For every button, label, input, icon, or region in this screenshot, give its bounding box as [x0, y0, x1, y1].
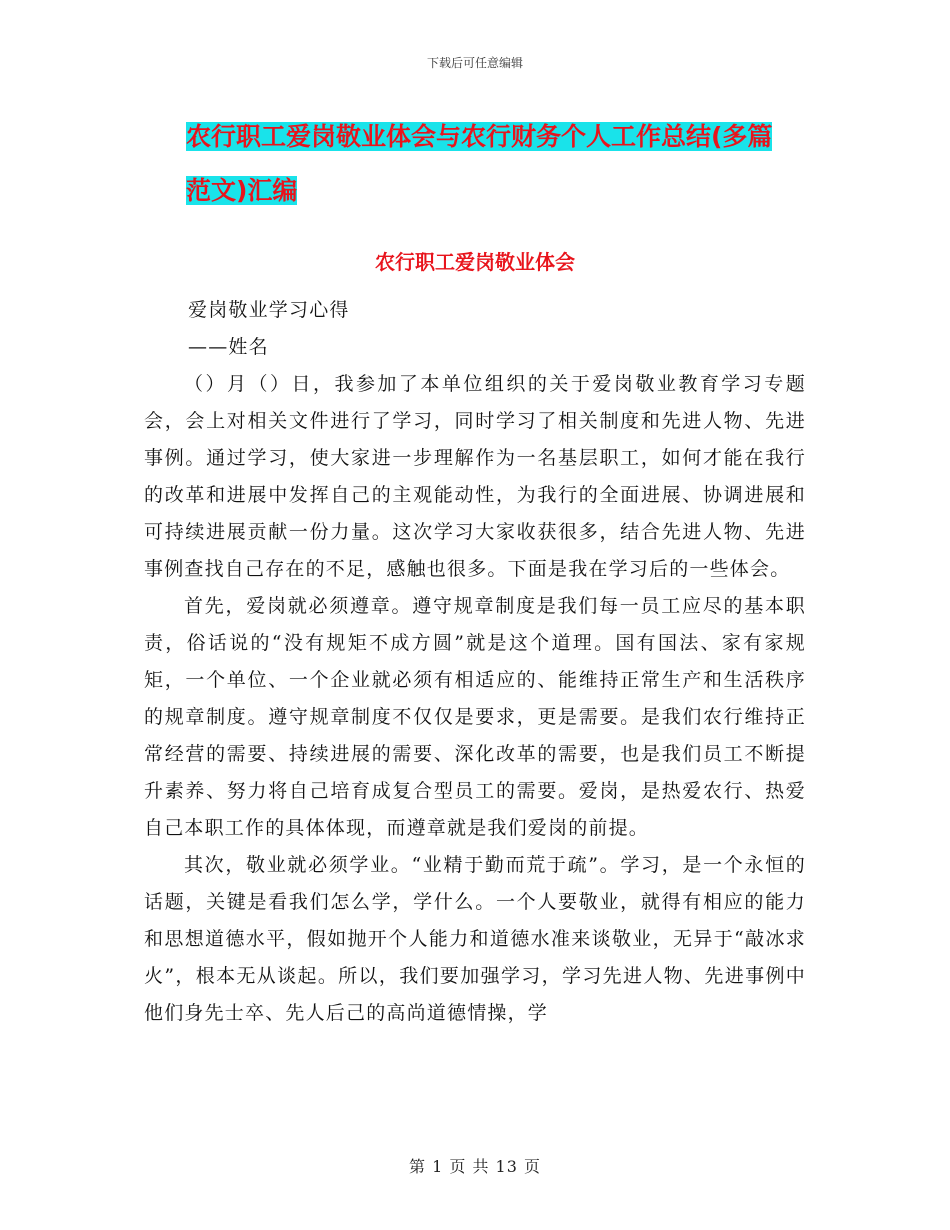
subtitle: 爱岗敬业学习心得 — [188, 299, 350, 321]
title-line-1: 农行职工爱岗敬业体会与农行财务个人工作总结(多篇 — [186, 122, 773, 151]
page-number: 第 1 页 共 13 页 — [409, 1157, 541, 1176]
document-title — [186, 110, 826, 218]
header-note: 下载后可任意编辑 — [426, 56, 523, 70]
paragraph-1: （）月（）日，我参加了本单位组织的关于爱岗敬业教育学习专题会，会上对相关文件进行了学习，同时学习了相关制度和先进人物、先进事例。通过学习，使大家进一步理解作为一名基层职工，如何才能在我行的改革和进展中发挥自己的主观能动性，为我行的全面进展、协调进展和可持续进展贡献一份力量。这次学习大家收获很多，结合先进人物、先进事例查找自己存在的不足，感触也很多。下面是我在学习后的一些体会。 — [144, 373, 806, 580]
document-body — [144, 292, 806, 1032]
title-line-2: 范文)汇编 — [186, 176, 298, 205]
section-title: 农行职工爱岗敬业体会 — [375, 250, 575, 274]
paragraph-2: 首先，爱岗就必须遵章。遵守规章制度是我们每一员工应尽的基本职责，俗话说的“没有规矩不成方圆”就是这个道理。国有国法、家有家规矩，一个单位、一个企业就必须有相适应的、能维持正常生产和生活秩序的规章制度。遵守规章制度不仅仅是要求，更是需要。是我们农行维持正常经营的需要、持续进展的需要、深化改革的需要，也是我们员工不断提升素养、努力将自己培育成复合型员工的需要。爱岗，是热爱农行、热爱自己本职工作的具体体现，而遵章就是我们爱岗的前提。 — [144, 595, 806, 839]
paragraph-3: 其次，敬业就必须学业。“业精于勤而荒于疏”。学习，是一个永恒的话题，关键是看我们怎么学，学什么。一个人要敬业，就得有相应的能力和思想道德水平，假如抛开个人能力和道德水准来谈敬业，无异于“敲冰求火”，根本无从谈起。所以，我们要加强学习，学习先进人物、先进事例中他们身先士卒、先人后己的高尚道德情操，学 — [144, 854, 806, 1024]
author-line: ——姓名 — [188, 336, 269, 358]
